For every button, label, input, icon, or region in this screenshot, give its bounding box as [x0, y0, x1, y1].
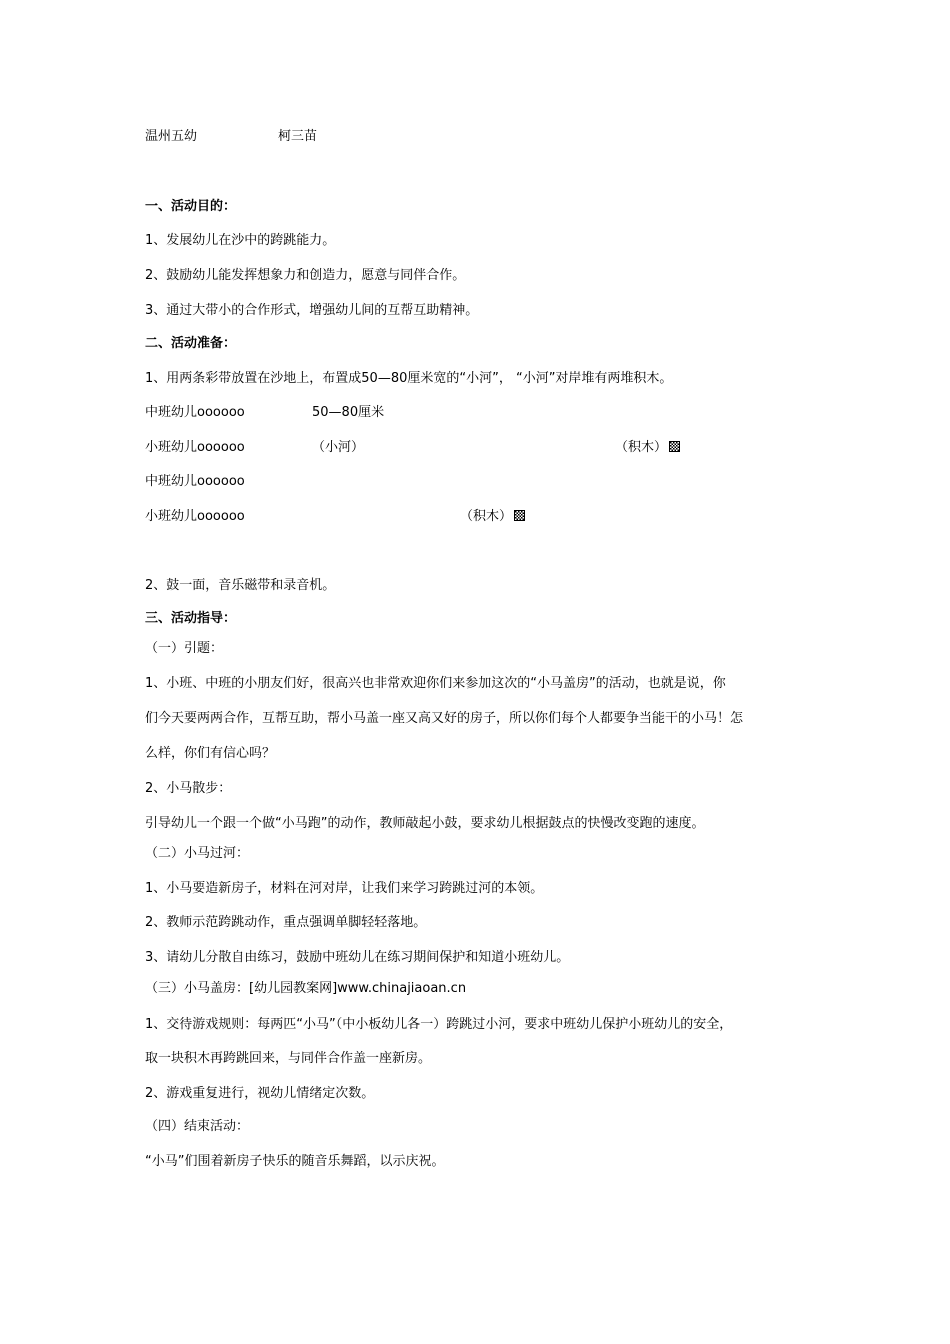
part-3-title-line — [145, 980, 466, 998]
part-2-item-1: 1、小马要造新房子，材料在河对岸，让我们来学习跨跳过河的本领。 — [145, 881, 544, 896]
section-1-item-2: 2、鼓励幼儿能发挥想象力和创造力，愿意与同伴合作。 — [145, 268, 466, 283]
section-2-item-1: 1、用两条彩带放置在沙地上，布置成50—80厘米宽的“小河”， “小河”对岸堆有两堆积木。 — [145, 371, 673, 386]
diagram-river-label: （小河） — [312, 440, 365, 455]
part-1-title: （一）引题： — [145, 641, 224, 656]
school-name: 温州五幼 — [145, 129, 198, 144]
diagram-river-width: 50—80厘米 — [312, 405, 385, 420]
part-2-item-2: 2、教师示范跨跳动作，重点强调单脚轻轻落地。 — [145, 915, 427, 930]
diagram-row3-label: 中班幼儿oooooo — [145, 474, 245, 489]
diagram-blocks-2-label: （积木） — [460, 509, 513, 524]
part-2-title: （二）小马过河： — [145, 846, 250, 861]
section-3-title: 三、活动指导： — [145, 611, 237, 626]
diagram-row2-label: 小班幼儿oooooo — [145, 440, 245, 455]
part-4-title: （四）结束活动： — [145, 1119, 250, 1134]
part-2-item-3: 3、请幼儿分散自由练习，鼓励中班幼儿在练习期间保护和知道小班幼儿。 — [145, 950, 570, 965]
section-2-title: 二、活动准备： — [145, 336, 237, 351]
part-3-title: （三）小马盖房： — [145, 981, 250, 996]
block-pile-icon — [669, 441, 680, 452]
section-1-title: 一、活动目的： — [145, 199, 237, 214]
part-3-line-2: 取一块积木再跨跳回来，与同伴合作盖一座新房。 — [145, 1051, 432, 1066]
diagram-blocks-1-label: （积木） — [615, 440, 668, 455]
part-1-line-1: 1、小班、中班的小朋友们好，很高兴也非常欢迎你们来参加这次的“小马盖房”的活动，也就是说，你 — [145, 676, 726, 691]
header-line — [145, 128, 197, 146]
diagram-blocks-1 — [615, 439, 680, 457]
author-name: 柯三苗 — [278, 129, 318, 144]
block-pile-icon — [514, 510, 525, 521]
section-1-item-3: 3、通过大带小的合作形式，增强幼儿间的互帮互助精神。 — [145, 303, 479, 318]
part-1-item-2-text: 引导幼儿一个跟一个做“小马跑”的动作，教师敲起小鼓，要求幼儿根据鼓点的快慢改变跑的速度。 — [145, 816, 705, 831]
website-link[interactable]: [幼儿园教案网]www.chinajiaoan.cn — [249, 981, 467, 996]
section-2-item-2: 2、鼓一面，音乐磁带和录音机。 — [145, 578, 336, 593]
diagram-row1-label: 中班幼儿oooooo — [145, 405, 245, 420]
diagram-row4-label: 小班幼儿oooooo — [145, 509, 245, 524]
part-1-item-2-title: 2、小马散步： — [145, 781, 232, 796]
part-1-line-3: 么样，你们有信心吗？ — [145, 746, 276, 761]
part-3-item-2: 2、游戏重复进行，视幼儿情绪定次数。 — [145, 1086, 375, 1101]
part-3-line-1: 1、交待游戏规则：每两匹“小马”（中小板幼儿各一）跨跳过小河，要求中班幼儿保护小班幼儿的安全， — [145, 1017, 733, 1032]
diagram-blocks-2 — [460, 508, 525, 526]
part-4-text: “小马”们围着新房子快乐的随音乐舞蹈，以示庆祝。 — [145, 1154, 445, 1169]
section-1-item-1: 1、发展幼儿在沙中的跨跳能力。 — [145, 233, 336, 248]
part-1-line-2: 们今天要两两合作，互帮互助，帮小马盖一座又高又好的房子，所以你们每个人都要争当能干的小马！怎 — [145, 711, 744, 726]
